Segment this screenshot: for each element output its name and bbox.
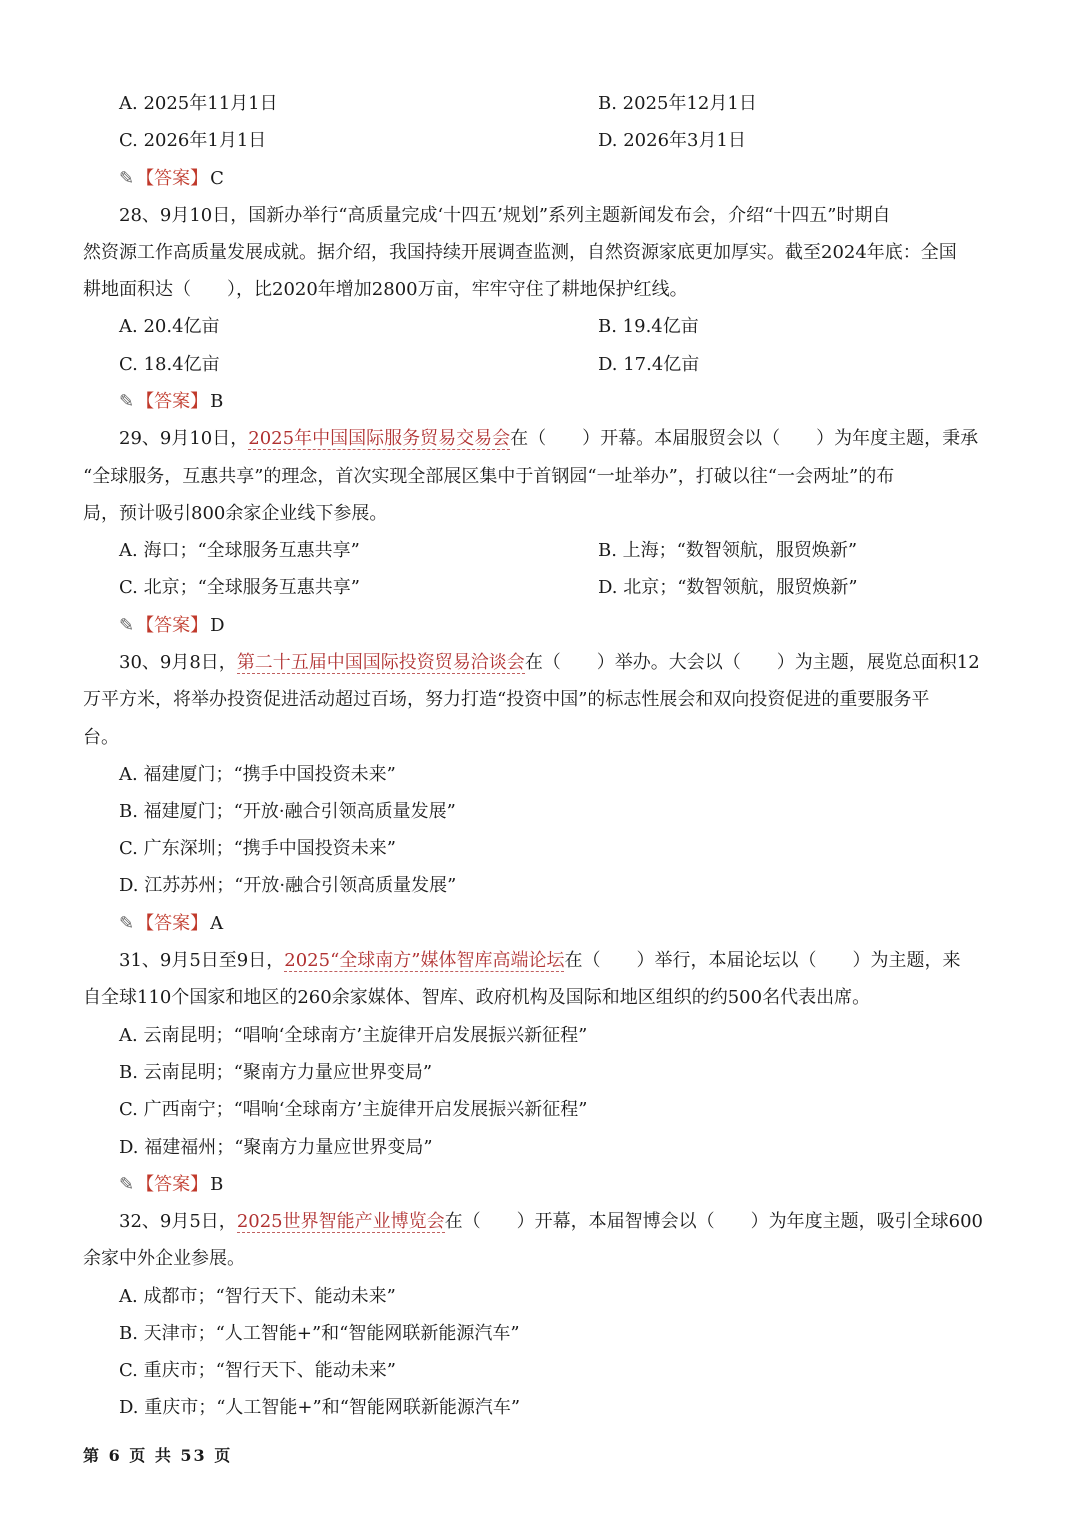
q30-line-3: 台。 bbox=[83, 727, 119, 748]
q31-option-c: C. 广西南宁；“唱响‘全球南方’主旋律开启发展振兴新征程” bbox=[119, 1099, 588, 1120]
q30-event-link[interactable]: 第二十五届中国国际投资贸易洽谈会 bbox=[236, 652, 525, 673]
answer-label: 【答案】 bbox=[136, 168, 209, 189]
answer-label: 【答案】 bbox=[136, 391, 209, 412]
q32-option-b: B. 天津市；“人工智能+”和“智能网联新能源汽车” bbox=[119, 1323, 520, 1344]
q27-option-c: C. 2026年1月1日 bbox=[119, 130, 267, 151]
q32-option-c: C. 重庆市；“智行天下、能动未来” bbox=[119, 1360, 396, 1381]
q30-prefix: 30、9月8日， bbox=[119, 652, 237, 673]
pencil-icon: ✎ bbox=[119, 1174, 135, 1195]
q29-option-b: B. 上海；“数智领航，服贸焕新” bbox=[598, 540, 858, 561]
page-footer: 第 6 页 共 53 页 bbox=[83, 1446, 233, 1465]
q28-option-d: D. 17.4亿亩 bbox=[598, 354, 700, 375]
q29-line-3: 局，预计吸引800余家企业线下参展。 bbox=[83, 503, 388, 524]
q31-option-b: B. 云南昆明；“聚南方力量应世界变局” bbox=[119, 1062, 433, 1083]
q28-line-2: 然资源工作高质量发展成就。据介绍，我国持续开展调查监测，自然资源家底更加厚实。截至2024年底：全国 bbox=[83, 242, 957, 263]
q31-line-1 bbox=[119, 950, 960, 972]
q32-line-1 bbox=[119, 1211, 983, 1233]
q27-option-d: D. 2026年3月1日 bbox=[598, 130, 746, 151]
pencil-icon: ✎ bbox=[119, 913, 135, 934]
q29-suffix: 在（ ）开幕。本届服贸会以（ ）为年度主题，秉承 bbox=[510, 428, 979, 449]
q29-answer bbox=[119, 615, 225, 637]
q30-option-b: B. 福建厦门；“开放·融合引领高质量发展” bbox=[119, 801, 456, 822]
q30-option-c: C. 广东深圳；“携手中国投资未来” bbox=[119, 838, 396, 859]
q27-option-b: B. 2025年12月1日 bbox=[598, 93, 757, 114]
q30-suffix: 在（ ）举办。大会以（ ）为主题，展览总面积12 bbox=[524, 652, 980, 673]
q29-option-d: D. 北京；“数智领航，服贸焕新” bbox=[598, 577, 858, 598]
q30-line-2: 万平方米，将举办投资促进活动超过百场，努力打造“投资中国”的标志性展会和双向投资促进的重要服务平 bbox=[83, 689, 930, 710]
pencil-icon: ✎ bbox=[119, 391, 135, 412]
answer-value: C bbox=[210, 168, 224, 189]
q28-option-c: C. 18.4亿亩 bbox=[119, 354, 220, 375]
q31-option-a: A. 云南昆明；“唱响‘全球南方’主旋律开启发展振兴新征程” bbox=[119, 1025, 588, 1046]
q31-answer bbox=[119, 1174, 223, 1196]
q27-option-a: A. 2025年11月1日 bbox=[119, 93, 278, 114]
q29-event-link[interactable]: 2025年中国国际服务贸易交易会 bbox=[248, 428, 511, 449]
answer-value: A bbox=[210, 913, 224, 934]
q28-option-a: A. 20.4亿亩 bbox=[119, 316, 220, 337]
q28-line-3: 耕地面积达（ ），比2020年增加2800万亩，牢牢守住了耕地保护红线。 bbox=[83, 279, 688, 300]
q30-answer bbox=[119, 913, 223, 935]
q30-option-a: A. 福建厦门；“携手中国投资未来” bbox=[119, 764, 396, 785]
q32-option-d: D. 重庆市；“人工智能+”和“智能网联新能源汽车” bbox=[119, 1397, 521, 1418]
answer-value: B bbox=[210, 391, 224, 412]
q32-suffix: 在（ ）开幕，本届智博会以（ ）为年度主题，吸引全球600 bbox=[444, 1211, 983, 1232]
q31-option-d: D. 福建福州；“聚南方力量应世界变局” bbox=[119, 1137, 433, 1158]
q27-answer bbox=[119, 168, 224, 190]
q32-prefix: 32、9月5日， bbox=[119, 1211, 237, 1232]
q29-option-c: C. 北京；“全球服务互惠共享” bbox=[119, 577, 360, 598]
answer-label: 【答案】 bbox=[136, 615, 209, 636]
q32-option-a: A. 成都市；“智行天下、能动未来” bbox=[119, 1286, 396, 1307]
q31-prefix: 31、9月5日至9日， bbox=[119, 950, 285, 971]
q30-option-d: D. 江苏苏州；“开放·融合引领高质量发展” bbox=[119, 875, 457, 896]
q29-option-a: A. 海口；“全球服务互惠共享” bbox=[119, 540, 360, 561]
answer-label: 【答案】 bbox=[136, 913, 209, 934]
q31-suffix: 在（ ）举行，本届论坛以（ ）为主题，来 bbox=[564, 950, 961, 971]
q29-prefix: 29、9月10日， bbox=[119, 428, 249, 449]
answer-value: B bbox=[210, 1174, 224, 1195]
q30-line-1 bbox=[119, 652, 980, 674]
answer-label: 【答案】 bbox=[136, 1174, 209, 1195]
q28-line-1: 28、9月10日，国新办举行“高质量完成‘十四五’规划”系列主题新闻发布会，介绍“十四五”时期自 bbox=[119, 205, 891, 226]
q32-event-link[interactable]: 2025世界智能产业博览会 bbox=[236, 1211, 445, 1232]
q29-line-1 bbox=[119, 428, 978, 450]
answer-value: D bbox=[210, 615, 225, 636]
pencil-icon: ✎ bbox=[119, 168, 135, 189]
q31-event-link[interactable]: 2025“全球南方”媒体智库高端论坛 bbox=[284, 950, 565, 971]
q28-answer bbox=[119, 391, 223, 413]
q28-option-b: B. 19.4亿亩 bbox=[598, 316, 699, 337]
q31-line-2: 自全球110个国家和地区的260余家媒体、智库、政府机构及国际和地区组织的约500名代表出席。 bbox=[83, 987, 871, 1008]
q32-line-2: 余家中外企业参展。 bbox=[83, 1248, 245, 1269]
q29-line-2: “全球服务，互惠共享”的理念，首次实现全部展区集中于首钢园“一址举办”，打破以往“一会两址”的布 bbox=[83, 466, 895, 487]
pencil-icon: ✎ bbox=[119, 615, 135, 636]
